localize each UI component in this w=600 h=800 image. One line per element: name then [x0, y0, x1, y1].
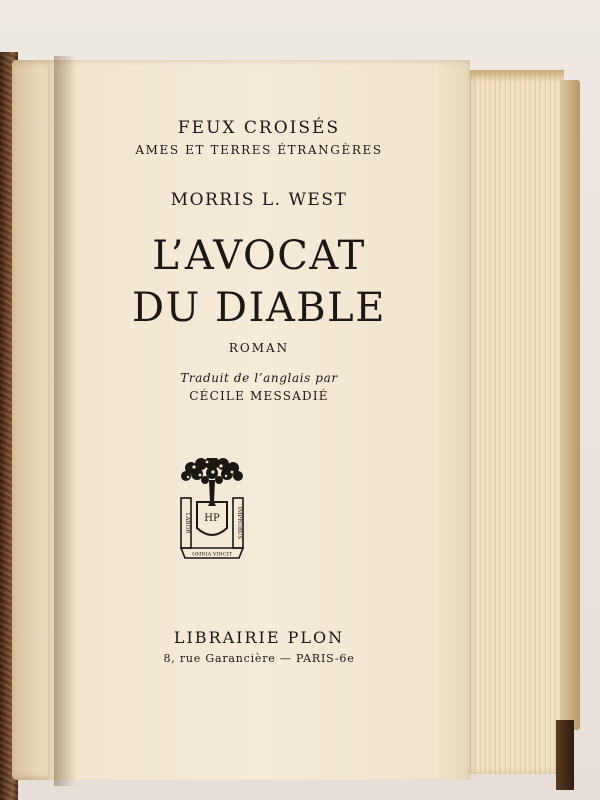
series-title: FEUX CROISÉS: [177, 118, 341, 138]
publisher-motto-left: LABOR: [184, 512, 190, 534]
right-cover-corner: [556, 720, 574, 790]
book-title-line-1: L’AVOCAT: [152, 233, 366, 279]
translation-note: Traduit de l’anglais par: [180, 371, 338, 385]
publisher-mark-icon: [177, 458, 247, 568]
publisher-motto-right: IMPROBUS: [236, 506, 242, 540]
author-name: MORRIS L. WEST: [170, 190, 348, 210]
book-title-line-2: DU DIABLE: [132, 285, 386, 331]
gutter-shadow: [54, 56, 76, 786]
publisher-address: 8, rue Garancière — PARIS-6e: [163, 652, 355, 665]
publisher-name: LIBRAIRIE PLON: [173, 628, 345, 647]
page-block-edge: [468, 70, 564, 774]
right-cover-board: [560, 80, 580, 730]
publisher-monogram: HP: [204, 513, 220, 524]
genre-label: ROMAN: [228, 341, 290, 355]
publisher-motto-bottom: OMNIA VINCIT: [192, 551, 232, 558]
title-page: [48, 60, 470, 780]
translator-name: CÉCILE MESSADIÉ: [189, 389, 329, 403]
series-subtitle: AMES ET TERRES ÉTRANGÈRES: [135, 143, 383, 157]
